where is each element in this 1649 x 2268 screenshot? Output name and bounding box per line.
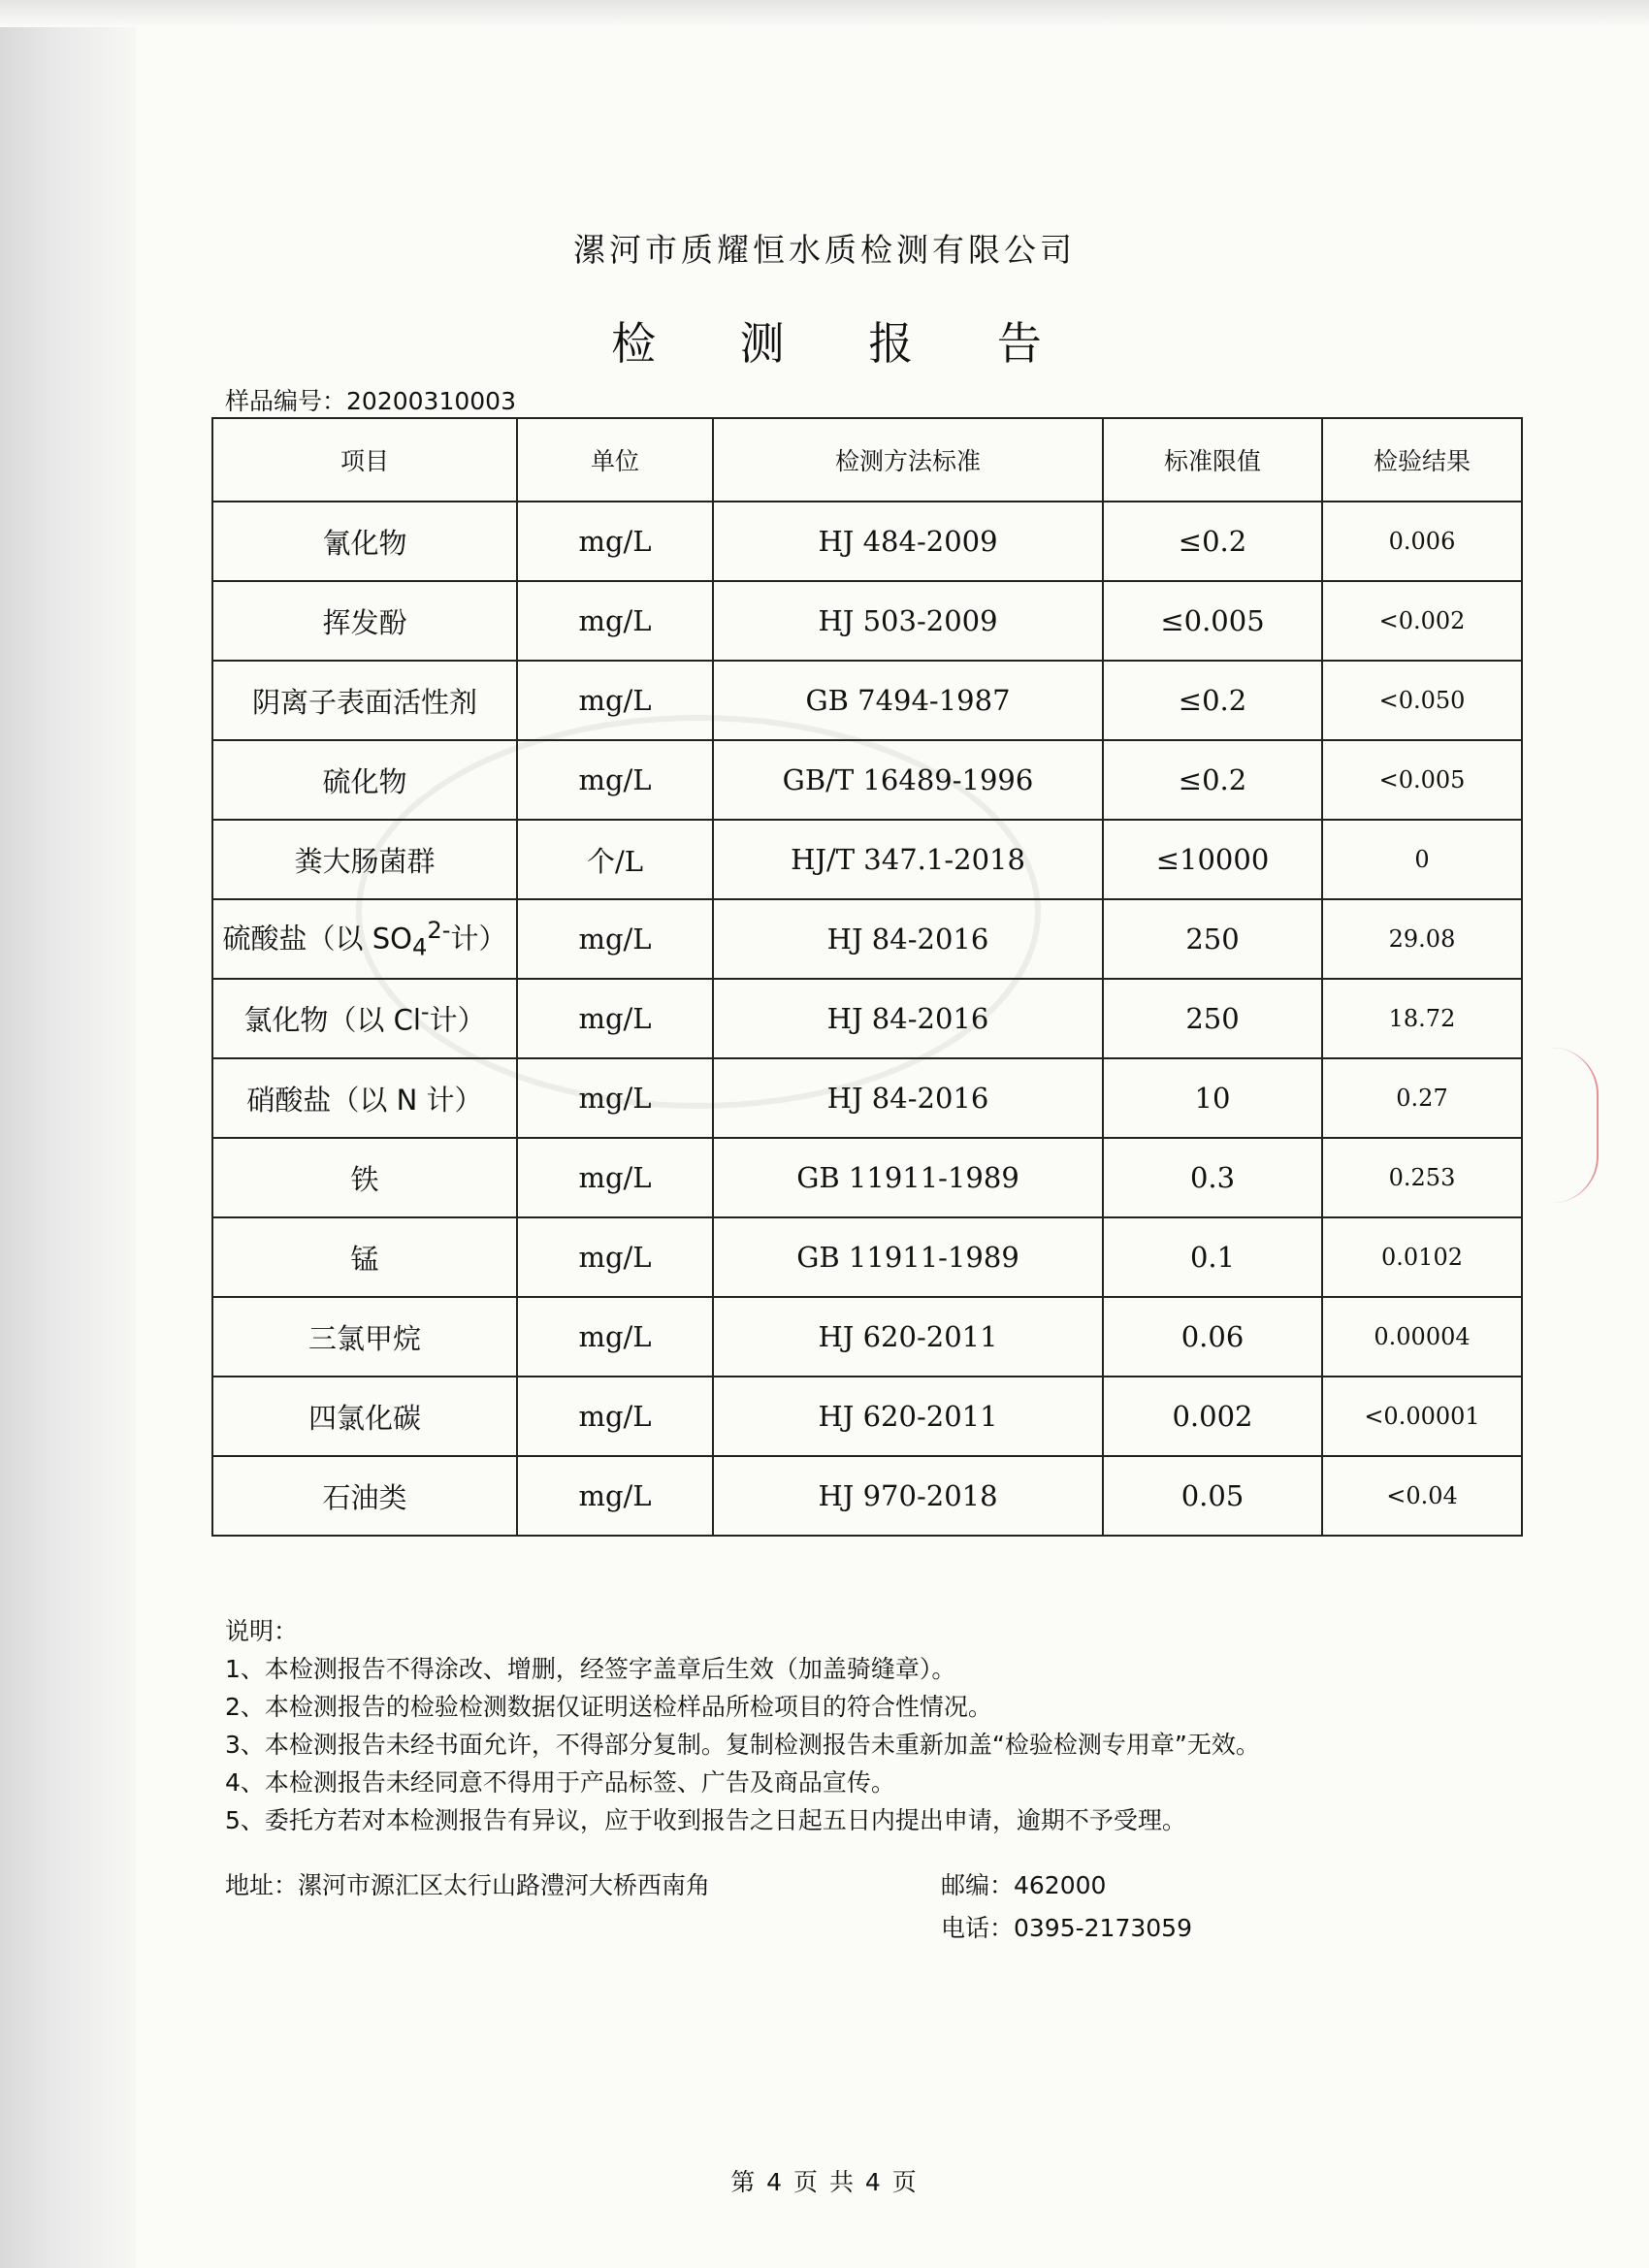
limit-cell: ≤0.005 bbox=[1103, 581, 1322, 661]
subscript: 4 bbox=[411, 933, 428, 961]
note-item: 5、委托方若对本检测报告有异议，应于收到报告之日起五日内提出申请，逾期不予受理。 bbox=[225, 1806, 1186, 1834]
item-cell: 粪大肠菌群 bbox=[212, 820, 517, 899]
item-cell bbox=[212, 979, 517, 1058]
superscript: 2- bbox=[427, 917, 451, 945]
item-cell: 硫化物 bbox=[212, 740, 517, 820]
result-cell: <0.04 bbox=[1322, 1456, 1522, 1536]
postal-code: 邮编：462000 bbox=[941, 1871, 1107, 1899]
result-cell: 0.006 bbox=[1322, 502, 1522, 581]
limit-cell: ≤10000 bbox=[1103, 820, 1322, 899]
unit-cell: mg/L bbox=[517, 979, 713, 1058]
limit-cell: 0.3 bbox=[1103, 1138, 1322, 1217]
limit-cell: ≤0.2 bbox=[1103, 502, 1322, 581]
table-row bbox=[212, 740, 1522, 820]
unit-cell: mg/L bbox=[517, 1377, 713, 1456]
unit-cell: mg/L bbox=[517, 1456, 713, 1536]
unit-cell: mg/L bbox=[517, 502, 713, 581]
table-row bbox=[212, 581, 1522, 661]
address: 地址：漯河市源汇区太行山路澧河大桥西南角 bbox=[225, 1871, 711, 1899]
column-header-result: 检验结果 bbox=[1322, 418, 1522, 502]
note-item: 4、本检测报告未经同意不得用于产品标签、广告及商品宣传。 bbox=[225, 1768, 895, 1797]
column-header-item: 项目 bbox=[212, 418, 517, 502]
table-header-row bbox=[212, 418, 1522, 502]
phone-number: 电话：0395-2173059 bbox=[941, 1914, 1192, 1942]
unit-cell: mg/L bbox=[517, 740, 713, 820]
result-cell: 0.253 bbox=[1322, 1138, 1522, 1217]
column-header-method: 检测方法标准 bbox=[713, 418, 1103, 502]
result-cell: 0.00004 bbox=[1322, 1297, 1522, 1377]
method-cell: HJ 503-2009 bbox=[713, 581, 1103, 661]
result-cell: <0.050 bbox=[1322, 661, 1522, 740]
table-row bbox=[212, 1377, 1522, 1456]
unit-cell: mg/L bbox=[517, 1058, 713, 1138]
method-cell: HJ 484-2009 bbox=[713, 502, 1103, 581]
limit-cell: 10 bbox=[1103, 1058, 1322, 1138]
method-cell: HJ 970-2018 bbox=[713, 1456, 1103, 1536]
item-cell: 三氯甲烷 bbox=[212, 1297, 517, 1377]
column-header-unit: 单位 bbox=[517, 418, 713, 502]
result-cell: 0 bbox=[1322, 820, 1522, 899]
result-cell: <0.00001 bbox=[1322, 1377, 1522, 1456]
superscript: - bbox=[420, 998, 430, 1026]
result-cell: 18.72 bbox=[1322, 979, 1522, 1058]
item-text: 计） bbox=[450, 922, 507, 956]
unit-cell: mg/L bbox=[517, 1138, 713, 1217]
method-cell: HJ 620-2011 bbox=[713, 1377, 1103, 1456]
table-row bbox=[212, 899, 1522, 979]
item-cell: 氰化物 bbox=[212, 502, 517, 581]
limit-cell: 0.002 bbox=[1103, 1377, 1322, 1456]
table-row bbox=[212, 502, 1522, 581]
unit-cell: mg/L bbox=[517, 899, 713, 979]
method-cell: GB 7494-1987 bbox=[713, 661, 1103, 740]
note-item: 2、本检测报告的检验检测数据仅证明送检样品所检项目的符合性情况。 bbox=[225, 1693, 992, 1721]
table-row bbox=[212, 1058, 1522, 1138]
item-text: 硫酸盐（以 SO bbox=[222, 922, 412, 956]
item-cell: 石油类 bbox=[212, 1456, 517, 1536]
method-cell: HJ 620-2011 bbox=[713, 1297, 1103, 1377]
table-row bbox=[212, 1138, 1522, 1217]
report-title: 检 测 报 告 bbox=[611, 317, 1077, 370]
table-row bbox=[212, 661, 1522, 740]
method-cell: GB 11911-1989 bbox=[713, 1138, 1103, 1217]
result-cell: 0.0102 bbox=[1322, 1217, 1522, 1297]
red-seam-seal-mark bbox=[1552, 1048, 1599, 1203]
limit-cell: ≤0.2 bbox=[1103, 661, 1322, 740]
sample-number-value: 20200310003 bbox=[346, 387, 516, 415]
company-name: 漯河市质耀恒水质检测有限公司 bbox=[573, 231, 1076, 269]
unit-cell: mg/L bbox=[517, 1297, 713, 1377]
method-cell: GB 11911-1989 bbox=[713, 1217, 1103, 1297]
table-row bbox=[212, 979, 1522, 1058]
item-text: 氯化物（以 Cl bbox=[243, 1003, 421, 1037]
notes-section bbox=[225, 1612, 1535, 1839]
unit-cell: mg/L bbox=[517, 581, 713, 661]
table-row bbox=[212, 820, 1522, 899]
item-cell: 挥发酚 bbox=[212, 581, 517, 661]
note-item: 1、本检测报告不得涂改、增删，经签字盖章后生效（加盖骑缝章）。 bbox=[225, 1655, 956, 1683]
item-cell: 四氯化碳 bbox=[212, 1377, 517, 1456]
result-cell: <0.005 bbox=[1322, 740, 1522, 820]
method-cell: HJ 84-2016 bbox=[713, 899, 1103, 979]
item-cell: 铁 bbox=[212, 1138, 517, 1217]
method-cell: HJ/T 347.1-2018 bbox=[713, 820, 1103, 899]
limit-cell: 0.05 bbox=[1103, 1456, 1322, 1536]
result-cell: <0.002 bbox=[1322, 581, 1522, 661]
result-cell: 0.27 bbox=[1322, 1058, 1522, 1138]
method-cell: HJ 84-2016 bbox=[713, 1058, 1103, 1138]
limit-cell: 0.1 bbox=[1103, 1217, 1322, 1297]
limit-cell: 250 bbox=[1103, 979, 1322, 1058]
unit-cell: mg/L bbox=[517, 661, 713, 740]
method-cell: HJ 84-2016 bbox=[713, 979, 1103, 1058]
limit-cell: ≤0.2 bbox=[1103, 740, 1322, 820]
item-cell: 锰 bbox=[212, 1217, 517, 1297]
table-row bbox=[212, 1217, 1522, 1297]
result-cell: 29.08 bbox=[1322, 899, 1522, 979]
note-item: 3、本检测报告未经书面允许，不得部分复制。复制检测报告未重新加盖“检验检测专用章”无效。 bbox=[225, 1731, 1260, 1759]
item-text: 计） bbox=[429, 1003, 486, 1037]
unit-cell: 个/L bbox=[517, 820, 713, 899]
item-cell: 硝酸盐（以 N 计） bbox=[212, 1058, 517, 1138]
sample-number bbox=[225, 382, 516, 417]
notes-heading: 说明： bbox=[225, 1617, 299, 1645]
table-row bbox=[212, 1456, 1522, 1536]
sample-number-label: 样品编号： bbox=[225, 387, 347, 415]
column-header-limit: 标准限值 bbox=[1103, 418, 1322, 502]
method-cell: GB/T 16489-1996 bbox=[713, 740, 1103, 820]
limit-cell: 0.06 bbox=[1103, 1297, 1322, 1377]
table-row bbox=[212, 1297, 1522, 1377]
unit-cell: mg/L bbox=[517, 1217, 713, 1297]
limit-cell: 250 bbox=[1103, 899, 1322, 979]
scan-shadow-top bbox=[0, 0, 1649, 27]
page-number: 第 4 页 共 4 页 bbox=[730, 2168, 919, 2196]
item-cell bbox=[212, 899, 517, 979]
item-cell: 阴离子表面活性剂 bbox=[212, 661, 517, 740]
results-table bbox=[211, 417, 1523, 1537]
